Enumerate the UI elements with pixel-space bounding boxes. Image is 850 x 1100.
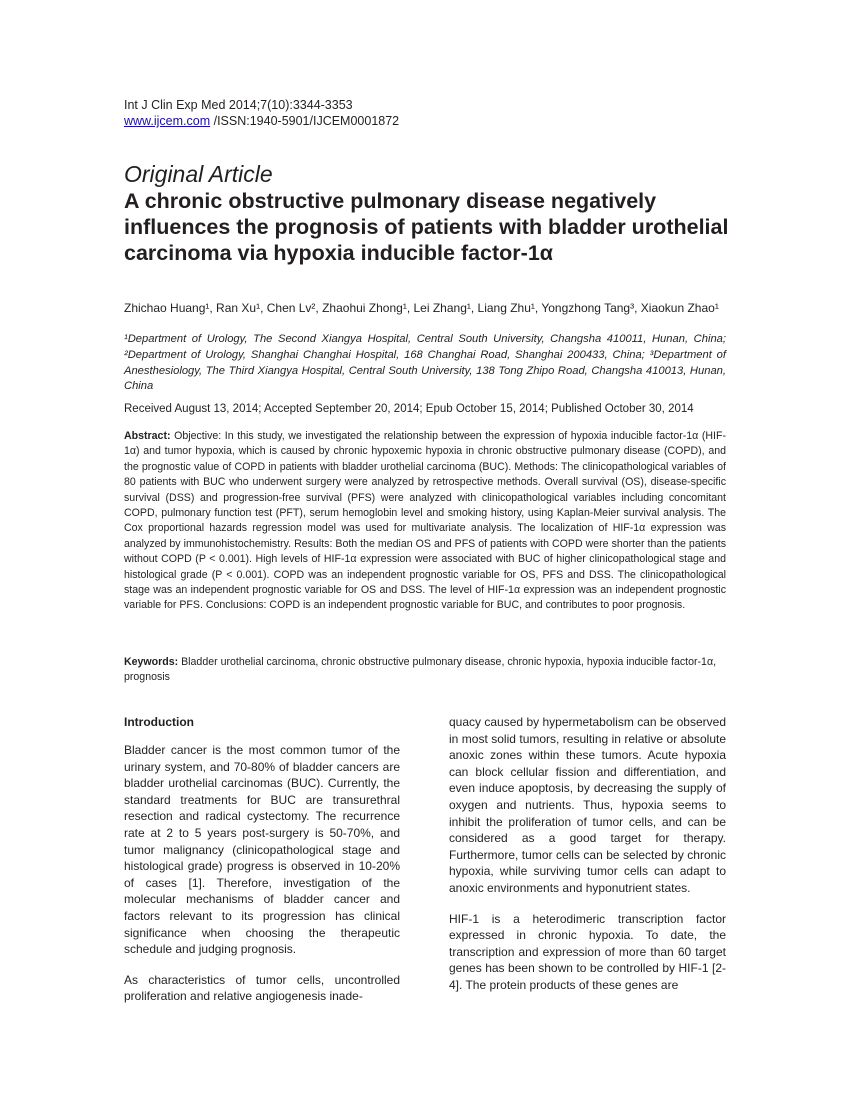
journal-issn: /ISSN:1940-5901/IJCEM0001872	[210, 114, 400, 128]
keywords-text: Bladder urothelial carcinoma, chronic obstructive pulmonary disease, chronic hypoxia, hypoxia inducible factor-1α, prognosis	[124, 656, 717, 684]
journal-citation: Int J Clin Exp Med 2014;7(10):3344-3353	[124, 98, 353, 112]
journal-url-line	[124, 113, 399, 129]
abstract	[124, 429, 726, 614]
section-heading-introduction: Introduction	[124, 715, 194, 729]
article-type: Original Article	[124, 161, 273, 187]
paragraph: HIF-1 is a heterodimeric transcription factor expressed in chronic hypoxia. To date, the transcription and expression of more than 60 target genes has been shown to be controlled by HIF-1 [2-4]. The protein products of these genes are	[449, 911, 726, 992]
keywords	[124, 655, 726, 686]
paragraph: As characteristics of tumor cells, uncontrolled proliferation and relative angiogenesis inade-	[124, 972, 400, 1004]
journal-url-link[interactable]: www.ijcem.com	[124, 114, 211, 128]
right-column	[449, 714, 726, 1008]
abstract-text: Objective: In this study, we investigated the relationship between the expression of hypoxia inducible factor-1α (HIF-1α) and tumor hypoxia, which is caused by chronic hypoxemic hypoxia in chronic obstructive pulmonary disease (COPD), and the prognostic value of COPD in patients with bladder urothelial carcinoma (BUC). Methods: The clinicopathological variables of 80 patients with BUC who underwent surgery were analyzed by retrospective methods. Overall survival (OS), disease-specific survival (DSS) and progression-free survival (PFS) were analyzed with clinicopathological variables including concomitant COPD, pulmonary function test (PFT), serum hemoglobin level and smoking history, using Kaplan-Meier survival analysis. The Cox proportional hazards regression model was used for multivariate analysis. The localization of HIF-1α expression was analyzed by immunohistochemistry. Results: Both the median OS and PFS of patients with COPD were shorter than the patients without COPD (P < 0.001). High levels of HIF-1α expression were associated with BUC of higher clinicopathological stage and histological grade (P < 0.001). COPD was an independent prognostic variable for OS, PFS and DSS. The clinicopathological stage was an independent prognostic variable for OS and DSS. The level of HIF-1α expression was an independent prognostic variable for PFS. Conclusions: COPD is an independent prognostic variable for BUC, and contributes to poor prognosis.	[124, 430, 726, 612]
paragraph: quacy caused by hypermetabolism can be observed in most solid tumors, resulting in relative or absolute anoxic zones within these tumors. Acute hypoxia can block cellular fission and differentiation, and even induce apoptosis, by decreasing the supply of oxygen and nutrients. Thus, hypoxia seems to inhibit the proliferation of tumor cells, and can be considered as a good target for therapy. Furthermore, tumor cells can be selected by chronic hypoxia, while surviving tumor cells can adapt to anoxic environments and hyponutrient states.	[449, 715, 726, 895]
keywords-label: Keywords:	[124, 656, 179, 668]
paper-title: A chronic obstructive pulmonary disease negatively influences the prognosis of patients with bladder urothelial carcinoma via hypoxia inducible factor-1α	[124, 189, 729, 265]
paragraph: Bladder cancer is the most common tumor of the urinary system, and 70-80% of bladder cancers are bladder urothelial carcinomas (BUC). Currently, the standard treatments for BUC are transurethral resection and radical cystectomy. The recurrence rate at 2 to 5 years post-surgery is 50-70%, and tumor malignancy (clinicopathological stage and histological grade) progress is observed in 10-20% of cases [1]. Therefore, investigation of the molecular mechanisms of bladder cancer and factors relevant to its progression has clinical significance when choosing the therapeutic schedule and judging prognosis.	[124, 743, 400, 957]
affiliations: ¹Department of Urology, The Second Xiangya Hospital, Central South University, Changsha 410011, Hunan, China; ²Department of Urology, Shanghai Changhai Hospital, 168 Changhai Road, Shanghai 200433, China; ³Department of Anesthesiology, The Third Xiangya Hospital, Central South University, 138 Tong Zhipo Road, Changsha 410013, Hunan, China	[124, 333, 726, 393]
author-list: Zhichao Huang¹, Ran Xu¹, Chen Lv², Zhaohui Zhong¹, Lei Zhang¹, Liang Zhu¹, Yongzhong Tang³, Xiaokun Zhao¹	[124, 301, 719, 315]
publication-dates: Received August 13, 2014; Accepted September 20, 2014; Epub October 15, 2014; Published October 30, 2014	[124, 403, 694, 415]
journal-header	[124, 97, 399, 129]
left-column	[124, 714, 400, 1019]
abstract-label: Abstract:	[124, 430, 171, 442]
